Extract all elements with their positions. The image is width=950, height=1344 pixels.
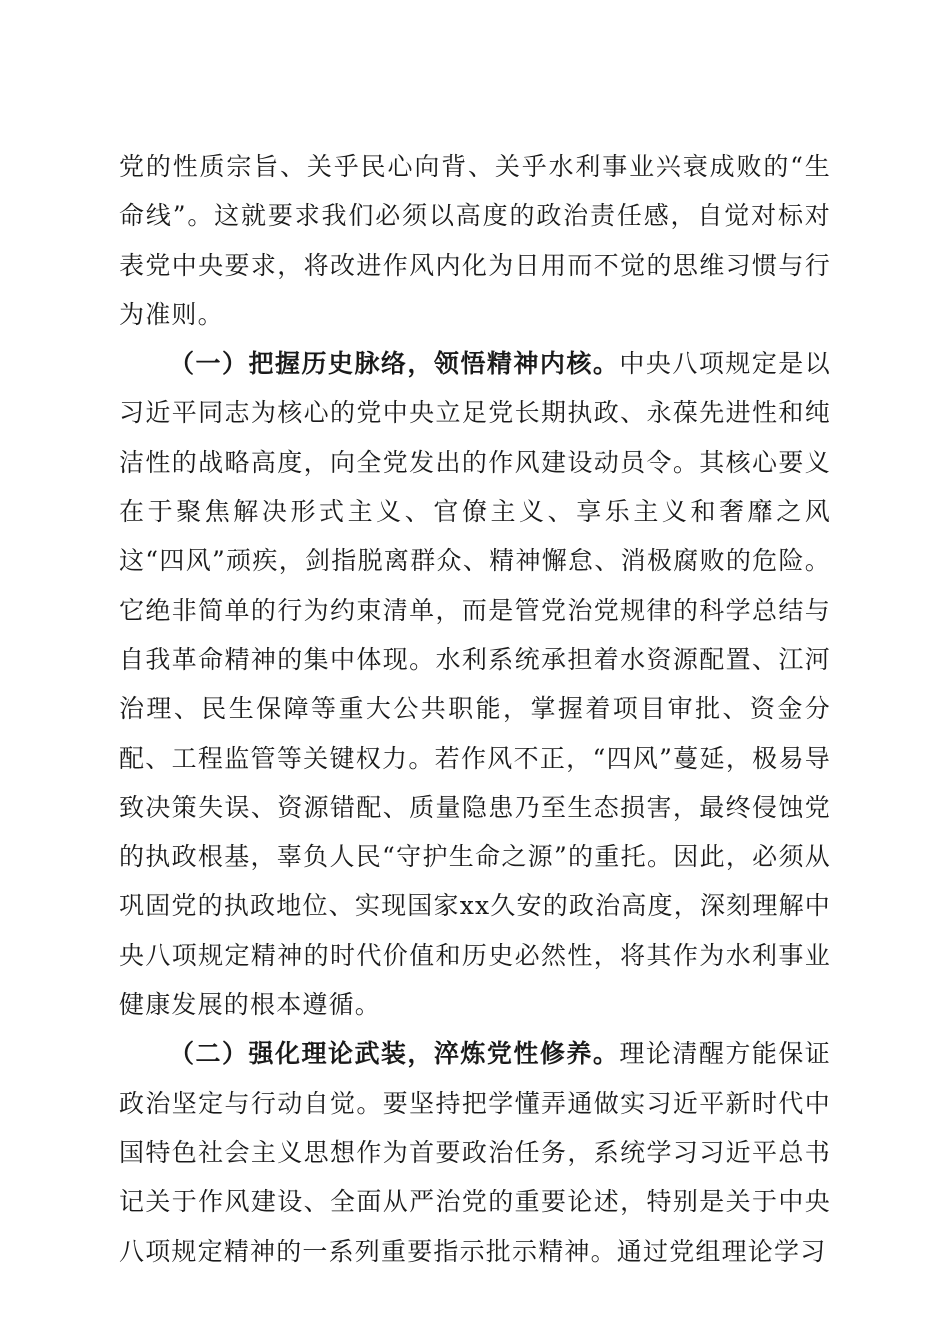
paragraph-section-one — [119, 339, 831, 1029]
paragraph-text: 中央八项规定是以习近平同志为核心的党中央立足党长期执政、永葆先进性和纯洁性的战略高度，向全党发出的作风建设动员令。其核心要义在于聚焦解决形式主义、官僚主义、享乐主义和奢靡之风这“四风”顽疾，剑指脱离群众、精神懈怠、消极腐败的危险。它绝非简单的行为约束清单，而是管党治党规律的科学总结与自我革命精神的集中体现。水利系统承担着水资源配置、江河治理、民生保障等重大公共职能，掌握着项目审批、资金分配、工程监管等关键权力。若作风不正，“四风”蔓延，极易导致决策失误、资源错配、质量隐患乃至生态损害，最终侵蚀党的执政根基，辜负人民“守护生命之源”的重托。因此，必须从巩固党的执政地位、实现国家xx久安的政治高度，深刻理解中央八项规定精神的时代价值和历史必然性，将其作为水利事业健康发展的根本遵循。 — [119, 349, 831, 1020]
section-two-heading: （二）强化理论武装，淬炼党性修养。 — [169, 1039, 620, 1069]
paragraph-text: 理论清醒方能保证政治坚定与行动自觉。要坚持把学懂弄通做实习近平新时代中国特色社会主义思想作为首要政治任务，系统学习习近平总书记关于作风建设、全面从严治党的重要论述，特别是关于中央八项规定精神的一系列重要指示批示精神。通过党组理论学习 — [119, 1039, 831, 1266]
paragraph-text: 党的性质宗旨、关乎民心向背、关乎水利事业兴衰成败的“生命线”。这就要求我们必须以高度的政治责任感，自觉对标对表党中央要求，将改进作风内化为日用而不觉的思维习惯与行为准则。 — [119, 152, 831, 329]
document-body — [119, 142, 831, 1276]
paragraph-section-two — [119, 1029, 831, 1275]
section-one-heading: （一）把握历史脉络，领悟精神内核。 — [169, 349, 620, 379]
paragraph-continuation — [119, 142, 831, 339]
